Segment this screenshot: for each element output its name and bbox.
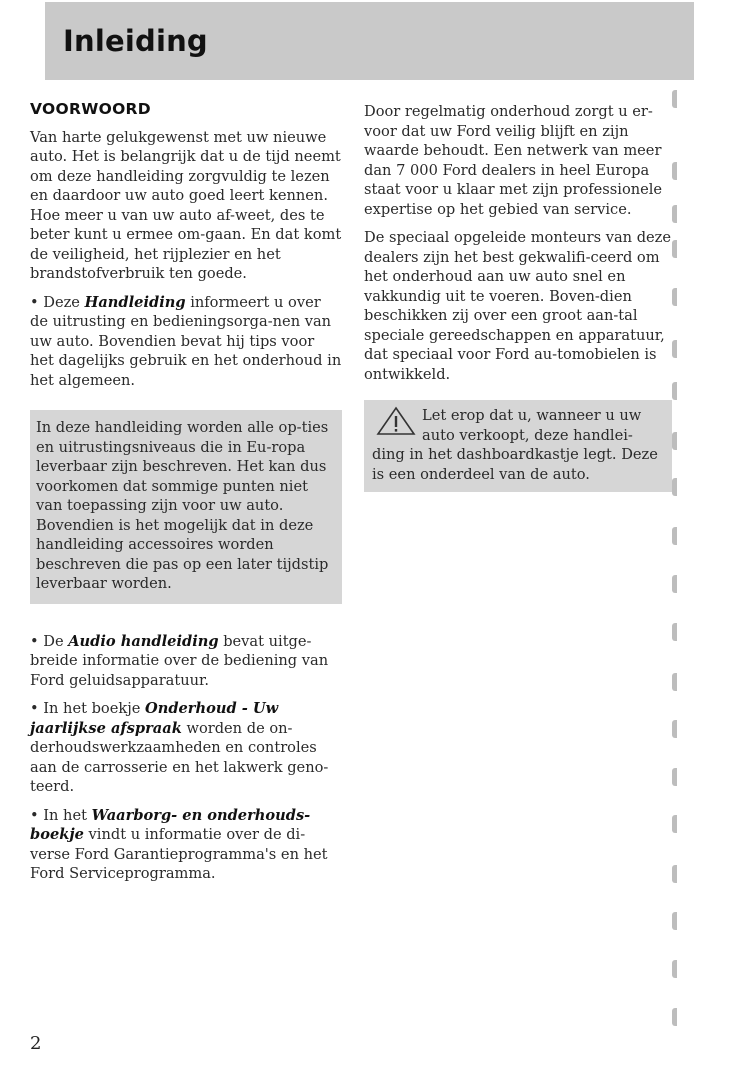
dealers-paragraph: De speciaal opgeleide monteurs van deze dealers zijn het best gekwalifi-ceerd om het onderhoud aan uw auto snel en vakkundig uit te voeren. Boven-dien beschikken zij over een groot aan-tal speciale gereedschappen en apparatuur, dat speciaal voor Ford au-tomobielen is ontwikkeld.	[364, 229, 672, 383]
bullet-audio	[30, 632, 342, 691]
thumb-tab	[672, 575, 677, 593]
bullet-text: informeert u over de uitrusting en bedieningsorga-nen van uw auto. Bovendien bevat hij tips voor het dagelijks gebruik en het onderhoud in het algemeen.	[30, 293, 342, 389]
left-column	[30, 100, 342, 893]
thumb-tab	[672, 288, 677, 306]
warning-box	[364, 400, 672, 492]
thumb-tab	[672, 865, 677, 883]
thumb-tab	[672, 912, 677, 930]
thumb-tab	[672, 90, 677, 108]
page-title: Inleiding	[63, 24, 208, 58]
thumb-tab	[672, 673, 677, 691]
service-paragraph: Door regelmatig onderhoud zorgt u er-voor dat uw Ford veilig blijft en zijn waarde behoudt. Een netwerk van meer dan 7 000 Ford dealers in heel Europa staat voor u klaar met zijn professionele expertise op het gebied van service.	[364, 103, 663, 218]
note-box: In deze handleiding worden alle op-ties en uitrustingsniveaus die in Eu-ropa leverbaar zijn beschreven. Het kan dus voorkomen dat sommige punten niet van toepassing zijn voor uw auto. Bovendien is het mogelijk dat in deze handleiding accessoires worden beschreven die pas op een later tijdstip leverbaar worden.	[30, 410, 342, 604]
section-heading: VOORWOORD	[30, 100, 151, 118]
bullet-prefix: • Deze	[30, 293, 85, 311]
bullet-text: bevat uitge-breide informatie over de bediening van Ford geluidsapparatuur.	[30, 632, 329, 689]
bullet-onderhoud	[30, 699, 342, 797]
bullet-handleiding	[30, 293, 342, 391]
thumb-tab	[672, 162, 677, 180]
bullet-text: worden de on-derhoudswerkzaamheden en controles aan de carrosserie en het lakwerk geno-teerd.	[30, 719, 329, 795]
emphasis-text: Handleiding	[84, 293, 186, 311]
thumb-tab	[672, 382, 677, 400]
right-column	[364, 102, 672, 520]
page-number: 2	[30, 1033, 42, 1054]
thumb-tab	[672, 960, 677, 978]
bullet-waarborg	[30, 806, 342, 884]
thumb-tab	[672, 1008, 677, 1026]
bullet-prefix: • In het boekje	[30, 700, 145, 717]
warning-text: Let erop dat u, wanneer u uw auto verkoopt, deze handlei-ding in het dashboardkastje legt. Deze is een onderdeel van de auto.	[372, 407, 658, 483]
thumb-tab	[672, 623, 677, 641]
bullet-prefix: • De	[30, 632, 69, 650]
thumb-tab	[672, 205, 677, 223]
warning-triangle-icon	[376, 406, 416, 436]
thumb-tab	[672, 340, 677, 358]
bullet-text: vindt u informatie over de di-verse Ford Garantieprogramma's en het Ford Serviceprogramma.	[30, 826, 328, 882]
emphasis-text: Onderhoud - Uw jaarlijkse afspraak	[30, 700, 279, 737]
thumb-tab	[672, 240, 677, 258]
thumb-tab	[672, 815, 677, 833]
thumb-tab	[672, 478, 677, 496]
thumb-tab	[672, 432, 677, 450]
thumb-tab	[672, 720, 677, 738]
header-bar	[45, 2, 694, 80]
bullet-prefix: • In het	[30, 806, 92, 824]
thumb-tab	[672, 527, 677, 545]
thumb-index-tabs	[672, 90, 682, 1030]
thumb-tab	[672, 768, 677, 786]
emphasis-text: Audio handleiding	[68, 632, 219, 650]
emphasis-text: Waarborg- en onderhouds-boekje	[30, 806, 311, 843]
intro-paragraph: Van harte gelukgewenst met uw nieuwe auto. Het is belangrijk dat u de tijd neemt om deze handleiding zorgvuldig te lezen en daardoor uw auto goed leert kennen. Hoe meer u van uw auto af-weet, des te beter kunt u ermee om-gaan. En dat komt de veiligheid, het rijplezier en het brandstofverbruik ten goede.	[30, 128, 342, 282]
